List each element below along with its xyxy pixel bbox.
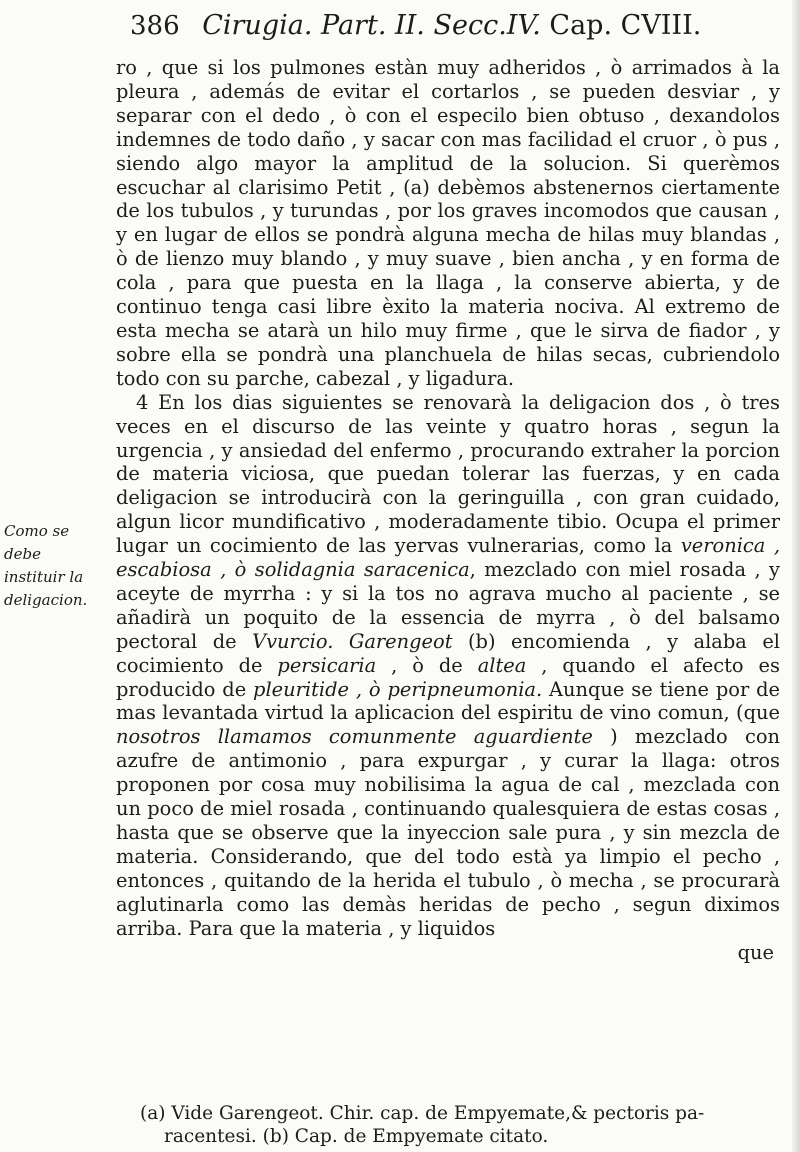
text-run: Aunque se tiene por de mas levantada virtud la aplicacion del espiritu de vino comun, (que bbox=[116, 677, 780, 725]
footnote-a: (a) Vide Garengeot. Chir. cap. de Empyemate,& pectoris pa- bbox=[140, 1103, 705, 1124]
italic-run: veronica , escabiosa , ò solidagnia saracenica bbox=[116, 534, 780, 582]
footnotes bbox=[140, 1102, 780, 1148]
italic-run: altea bbox=[477, 653, 527, 677]
text-run: , ò de bbox=[376, 653, 478, 677]
paragraph-4 bbox=[116, 391, 780, 941]
footnote-b: racentesi. (b) Cap. de Empyemate citato. bbox=[164, 1126, 549, 1147]
text-run: (b) encomienda , y alaba el cocimiento de bbox=[116, 629, 780, 677]
italic-run: persicaria bbox=[277, 653, 377, 677]
italic-run: pleuritide , ò peripneumonia. bbox=[253, 677, 543, 701]
catchword: que bbox=[737, 940, 774, 964]
text-run: ) mezclado con azufre de antimonio , para expurgar , y curar la llaga: otros proponen por cosa muy nobilisima la agua de cal , mezclada con un poco de miel rosada , continuando qualesquiera de estas cosas , hasta que se observe que la inyeccion sale pura , y sin mezcla de materia. Considerando, que del todo està ya limpio el pecho , entonces , quitando de la herida el tubulo , ò mecha , se procurarà aglutinarla como las demàs heridas de pecho , segun diximos arriba. Para que la materia , y liquidos bbox=[116, 725, 780, 940]
running-header bbox=[130, 10, 780, 50]
marginal-note: Como se debe instituir la deligacion. bbox=[4, 522, 88, 609]
main-text bbox=[116, 56, 780, 964]
text-run: , mezclado con miel rosada , y aceyte de myrrha : y si la tos no agrava mucho al paciente , se añadirà un poquito de la essencia de myrra , ò del balsamo pectoral de bbox=[116, 558, 780, 653]
italic-run: Vvurcio. Garengeot bbox=[252, 629, 453, 653]
page-edge-shadow bbox=[792, 0, 800, 1152]
chapter-label: Cap. CVIII. bbox=[549, 10, 702, 41]
page-number: 386 bbox=[130, 11, 180, 41]
paragraph-continued: ro , que si los pulmones estàn muy adheridos , ò arrimados à la pleura , además de evitar el cortarlos , se pueden desviar , y separar con el dedo , ò con el especilo bien obtuso , dexandolos indemnes de todo daño , y sacar con mas facilidad el cruor , ò pus , siendo algo mayor la amplitud de la solucion. Si querèmos escuchar al clarisimo Petit , (a) debèmos abstenernos ciertamente de los tubulos , y turundas , por los graves incomodos que causan , y en lugar de ellos se pondrà alguna mecha de hilas muy blandas , ò de lienzo muy blando , y muy suave , bien ancha , y en forma de cola , para que puesta en la llaga , la conserve abierta, y de continuo tenga casi libre èxito la materia nociva. Al extremo de esta mecha se atarà un hilo muy firme , que le sirva de fiador , y sobre ella se pondrà una planchuela de hilas secas, cubriendolo todo con su parche, cabezal , y ligadura. bbox=[116, 56, 780, 390]
text-run: , quando el afecto es producido de bbox=[116, 653, 780, 701]
text-run: 4 En los dias siguientes se renovarà la deligacion dos , ò tres veces en el discurso de las veinte y quatro horas , segun la urgencia , y ansiedad del enfermo , procurando extraher la porcion de materia viciosa, que puedan tolerar las fuerzas, y en cada deligacion se introducirà con la geringuilla , con gran cuidado, algun licor mundificativo , moderadamente tibio. Ocupa el primer lugar un cocimiento de las yervas vulnerarias, como la bbox=[116, 390, 780, 558]
running-title: Cirugia. Part. II. Secc.IV. bbox=[202, 10, 541, 41]
italic-run: nosotros llamamos comunmente aguardiente bbox=[116, 725, 593, 749]
